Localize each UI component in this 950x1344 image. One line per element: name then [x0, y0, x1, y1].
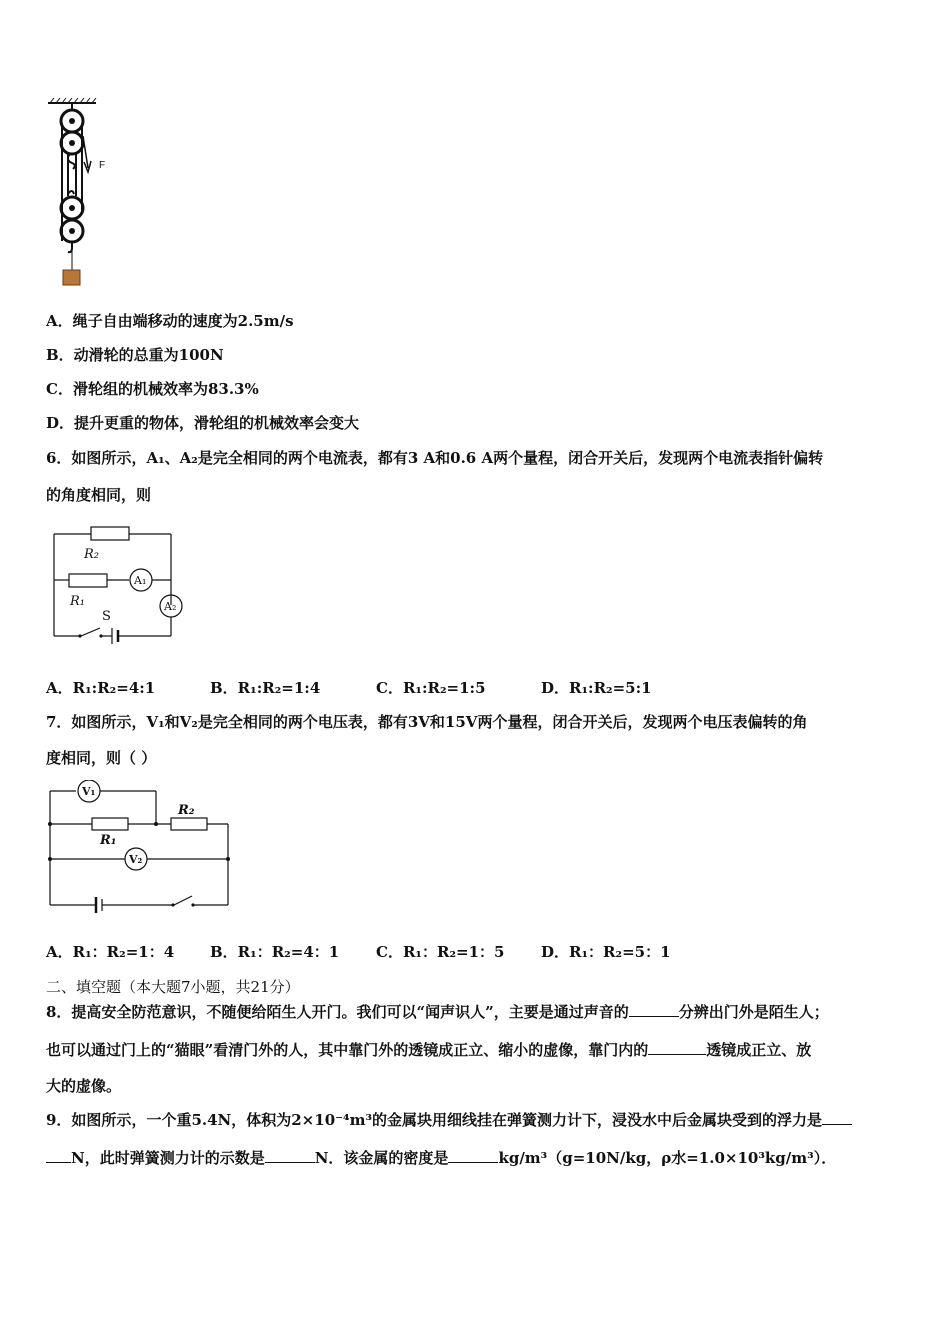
fixed-pulley [61, 110, 83, 154]
q8-blank-2[interactable] [648, 1040, 706, 1055]
q7-stem-line1: 7．如图所示，V₁和V₂是完全相同的两个电压表，都有3V和15V两个量程，闭合开关后，发现两个电压表偏转的角 [46, 713, 808, 731]
q6-stem-line1: 6．如图所示，A₁、A₂是完全相同的两个电流表，都有3 A和0.6 A两个量程，闭合开关后，发现两个电流表指针偏转 [46, 449, 824, 467]
pulley-system-figure [46, 96, 126, 288]
q8-line2-text-a: 也可以通过门上的“猫眼”看清门外的人，其中靠门外的透镜成正立、缩小的虚像，靠门内的 [46, 1041, 649, 1059]
q8-line2 [46, 1040, 811, 1060]
resistor-r1 [69, 574, 107, 587]
q6-option-d: D．R₁:R₂=5:1 [541, 679, 652, 697]
label-r1: R₁ [100, 833, 117, 848]
force-label: F [99, 160, 106, 171]
section-title: 二、填空题（本大题7小题，共21分） [46, 978, 300, 996]
q8-line1-text-a: 8．提高安全防范意识，不随便给陌生人开门。我们可以“闻声识人”，主要是通过声音的 [46, 1003, 629, 1021]
q9-line2-text-b: N．该金属的密度是 [314, 1149, 449, 1167]
resistor-r1 [92, 818, 128, 830]
q7-stem-line2: 度相同，则（ ） [46, 749, 157, 767]
label-a1: A₁ [134, 574, 147, 587]
q8-line3: 大的虚像。 [46, 1077, 122, 1095]
q9-line1-text-a: 9．如图所示，一个重5.4N，体积为2×10⁻⁴m³的金属块用细线挂在弹簧测力计下，浸没水中后金属块受到的浮力是 [46, 1111, 823, 1129]
q9-line2-text-a: N，此时弹簧测力计的示数是 [71, 1149, 265, 1167]
q7-option-c: C．R₁：R₂=1：5 [376, 943, 505, 961]
q7-option-a: A．R₁：R₂=1：4 [46, 943, 175, 961]
label-s: S [102, 609, 111, 624]
q6-option-c: C．R₁:R₂=1:5 [376, 679, 486, 697]
label-r1: R₁ [70, 594, 85, 609]
q9-line2 [46, 1148, 836, 1168]
q7-circuit-figure [46, 780, 236, 915]
q7-option-b: B．R₁：R₂=4：1 [210, 943, 340, 961]
q9-blank-1a[interactable] [822, 1110, 852, 1125]
switch [174, 896, 192, 905]
q5-option-b: B．动滑轮的总重为100N [46, 346, 224, 364]
label-a2: A₂ [164, 600, 177, 613]
label-v2: V₂ [129, 853, 143, 866]
q8-blank-1[interactable] [629, 1002, 679, 1017]
q6-option-a: A．R₁:R₂=4:1 [46, 679, 156, 697]
movable-pulley [61, 197, 83, 242]
q9-blank-1b[interactable] [46, 1148, 71, 1163]
q8-line1-text-b: 分辨出门外是陌生人； [678, 1003, 829, 1021]
resistor-r2 [171, 818, 207, 830]
q6-stem-line2: 的角度相同，则 [46, 486, 152, 504]
q8-line2-text-b: 透镜成正立、放 [706, 1041, 812, 1059]
q9-line1 [46, 1110, 852, 1130]
load-block [63, 270, 80, 285]
q6-circuit-figure [46, 520, 196, 645]
resistor-r2 [91, 527, 129, 540]
switch-s [81, 628, 100, 636]
q5-option-c: C．滑轮组的机械效率为83.3% [46, 380, 259, 398]
label-r2: R₂ [178, 803, 195, 818]
q8-line1 [46, 1002, 829, 1022]
q9-blank-2[interactable] [265, 1148, 315, 1163]
label-v1: V₁ [82, 785, 96, 798]
q7-option-d: D．R₁：R₂=5：1 [541, 943, 671, 961]
q9-line2-text-c: kg/m³（g=10N/kg，ρ水=1.0×10³kg/m³）． [498, 1149, 837, 1167]
q5-option-d: D．提升更重的物体，滑轮组的机械效率会变大 [46, 414, 360, 432]
q6-option-b: B．R₁:R₂=1:4 [210, 679, 321, 697]
q9-blank-3[interactable] [448, 1148, 498, 1163]
q5-option-a: A．绳子自由端移动的速度为2.5m/s [46, 312, 294, 330]
label-r2: R₂ [84, 547, 99, 562]
